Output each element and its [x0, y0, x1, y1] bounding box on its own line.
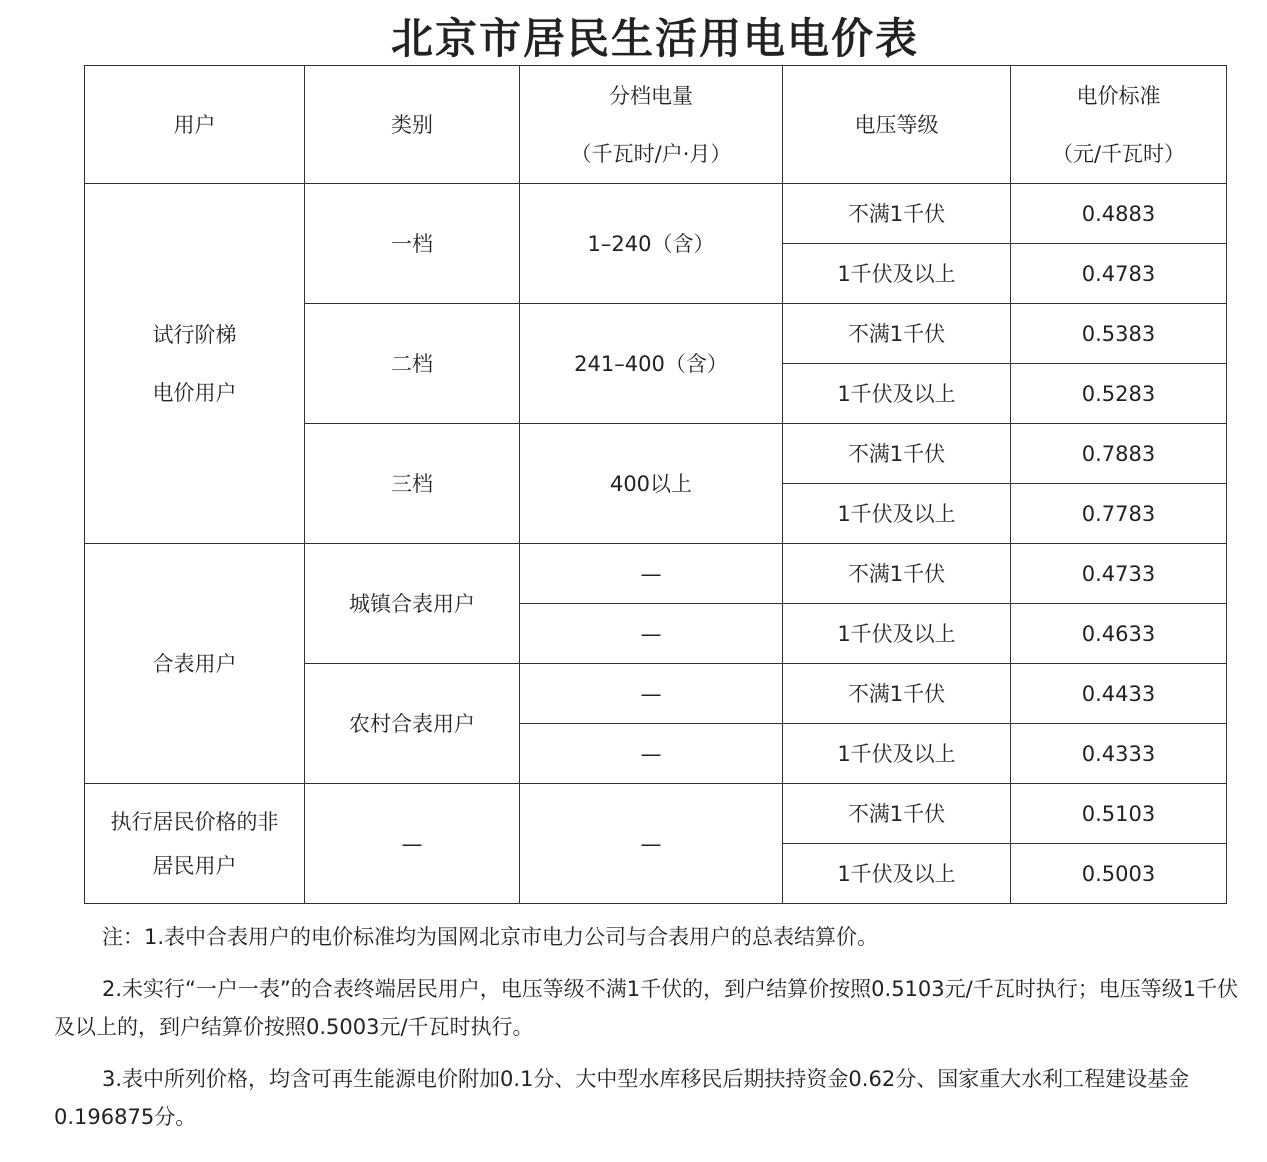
- table-header-row: [85, 66, 1227, 184]
- header-price: [1011, 66, 1227, 184]
- range-dash: —: [520, 724, 783, 784]
- group-combined: 合表用户: [85, 544, 305, 784]
- price-cell: 0.7883: [1011, 424, 1227, 484]
- range-tier2: 241–400（含）: [520, 304, 783, 424]
- range-dash: —: [520, 544, 783, 604]
- header-category: 类别: [305, 66, 520, 184]
- range-tier1: 1–240（含）: [520, 184, 783, 304]
- header-tier-kwh-line1: 分档电量: [609, 83, 693, 108]
- note-2: 2.未实行“一户一表”的合表终端居民用户，电压等级不满1千伏的，到户结算价按照0.5103元/千瓦时执行；电压等级1千伏及以上的，到户结算价按照0.5003元/千瓦时执行。: [54, 977, 1239, 1039]
- voltage-cell: 1千伏及以上: [783, 844, 1011, 904]
- note-3: 3.表中所列价格，均含可再生能源电价附加0.1分、大中型水库移民后期扶持资金0.62分、国家重大水利工程建设基金0.196875分。: [54, 1067, 1190, 1129]
- price-cell: 0.4433: [1011, 664, 1227, 724]
- category-tier3: 三档: [305, 424, 520, 544]
- group-nonres-line2: 居民用户: [152, 853, 237, 878]
- price-cell: 0.7783: [1011, 484, 1227, 544]
- group-nonresidential: [85, 784, 305, 904]
- page-title: 北京市居民生活用电电价表: [390, 14, 919, 63]
- note-1: 注：1.表中合表用户的电价标准均为国网北京市电力公司与合表用户的总表结算价。: [102, 925, 879, 949]
- table-row: [85, 784, 1227, 844]
- price-table: [84, 65, 1227, 904]
- table-row: [85, 184, 1227, 244]
- price-cell: 0.4733: [1011, 544, 1227, 604]
- header-voltage: 电压等级: [783, 66, 1011, 184]
- voltage-cell: 1千伏及以上: [783, 724, 1011, 784]
- category-rural: 农村合表用户: [305, 664, 520, 784]
- category-urban: 城镇合表用户: [305, 544, 520, 664]
- group-nonres-line1: 执行居民价格的非: [110, 809, 279, 834]
- voltage-cell: 不满1千伏: [783, 184, 1011, 244]
- voltage-cell: 1千伏及以上: [783, 604, 1011, 664]
- voltage-cell: 1千伏及以上: [783, 244, 1011, 304]
- price-cell: 0.5103: [1011, 784, 1227, 844]
- header-tier-kwh-line2: （千瓦时/户·月）: [570, 141, 732, 166]
- price-cell: 0.4783: [1011, 244, 1227, 304]
- price-cell: 0.5003: [1011, 844, 1227, 904]
- category-dash: —: [305, 784, 520, 904]
- category-tier2: 二档: [305, 304, 520, 424]
- price-cell: 0.5283: [1011, 364, 1227, 424]
- voltage-cell: 不满1千伏: [783, 544, 1011, 604]
- range-dash: —: [520, 784, 783, 904]
- voltage-cell: 不满1千伏: [783, 784, 1011, 844]
- notes-section: [54, 918, 1244, 1150]
- voltage-cell: 不满1千伏: [783, 424, 1011, 484]
- header-user: 用户: [85, 66, 305, 184]
- price-cell: 0.4633: [1011, 604, 1227, 664]
- price-cell: 0.5383: [1011, 304, 1227, 364]
- range-dash: —: [520, 664, 783, 724]
- group-ladder-line2: 电价用户: [152, 380, 237, 405]
- voltage-cell: 不满1千伏: [783, 304, 1011, 364]
- header-price-line1: 电价标准: [1076, 83, 1161, 108]
- range-dash: —: [520, 604, 783, 664]
- voltage-cell: 1千伏及以上: [783, 364, 1011, 424]
- header-price-line2: （元/千瓦时）: [1051, 141, 1186, 166]
- table-row: [85, 544, 1227, 604]
- price-cell: 0.4883: [1011, 184, 1227, 244]
- price-cell: 0.4333: [1011, 724, 1227, 784]
- category-tier1: 一档: [305, 184, 520, 304]
- voltage-cell: 不满1千伏: [783, 664, 1011, 724]
- group-ladder: [85, 184, 305, 544]
- header-tier-kwh: [520, 66, 783, 184]
- voltage-cell: 1千伏及以上: [783, 484, 1011, 544]
- group-ladder-line1: 试行阶梯: [152, 322, 237, 347]
- range-tier3: 400以上: [520, 424, 783, 544]
